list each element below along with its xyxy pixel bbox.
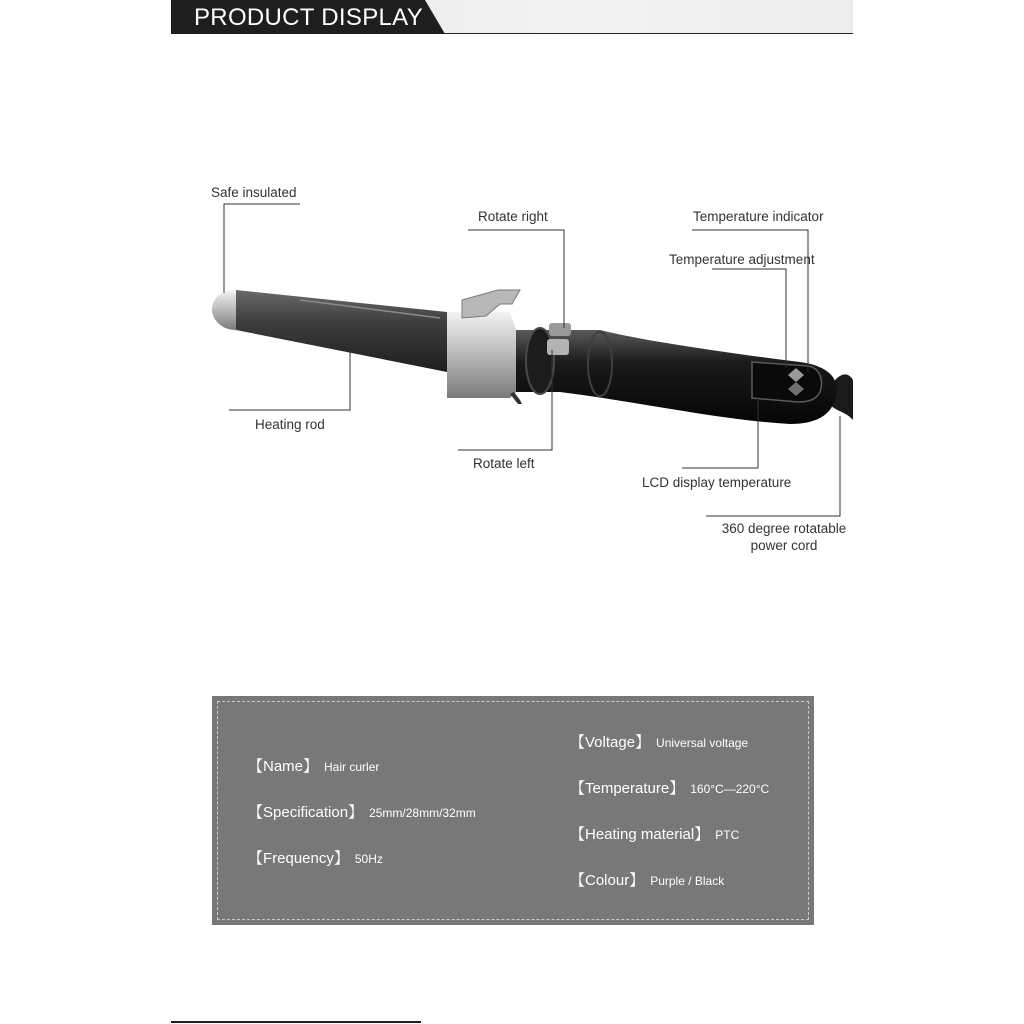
leader-power-cord <box>706 416 840 516</box>
metal-sleeve <box>447 312 516 398</box>
page-title: PRODUCT DISPLAY <box>194 4 423 31</box>
insulated-tip <box>212 290 236 330</box>
spec-specification <box>248 801 476 822</box>
label-power-cord-line2: power cord <box>750 538 818 553</box>
leader-safe-insulated <box>224 204 300 293</box>
label-rotate-left: Rotate left <box>473 456 535 471</box>
spec-heating-material-key: 【Heating material】 <box>570 826 710 843</box>
clamp-hook <box>510 392 522 404</box>
rotate-left-button <box>547 339 569 355</box>
spec-box <box>212 696 814 925</box>
rotate-right-button <box>549 323 571 336</box>
spec-temperature-value: 160°C—220°C <box>690 782 770 796</box>
handle-ring <box>526 328 554 394</box>
spec-temperature-key: 【Temperature】 <box>570 780 685 797</box>
spec-temperature <box>570 777 769 798</box>
spec-name <box>248 755 379 776</box>
spec-frequency-value: 50Hz <box>354 852 383 866</box>
spec-name-key: 【Name】 <box>248 758 319 775</box>
label-power-cord-line1: 360 degree rotatable <box>721 521 847 536</box>
lcd-panel <box>752 362 822 402</box>
label-rotate-right: Rotate right <box>478 209 548 224</box>
spec-colour-key: 【Colour】 <box>570 872 645 889</box>
label-power-cord <box>712 520 856 554</box>
label-safe-insulated: Safe insulated <box>211 185 297 200</box>
spec-specification-key: 【Specification】 <box>248 804 364 821</box>
label-heating-rod: Heating rod <box>255 417 325 432</box>
spec-voltage-value: Universal voltage <box>656 736 749 750</box>
spec-voltage <box>570 731 748 752</box>
spec-heating-material <box>570 823 739 844</box>
footer-divider <box>171 1021 421 1023</box>
spec-colour <box>570 869 724 890</box>
label-lcd-display: LCD display temperature <box>642 475 792 490</box>
label-temperature-adjustment: Temperature adjustment <box>669 252 815 267</box>
spec-heating-material-value: PTC <box>715 828 740 842</box>
spec-frequency-key: 【Frequency】 <box>248 850 349 867</box>
heating-barrel <box>236 290 447 372</box>
label-temperature-indicator: Temperature indicator <box>693 209 824 224</box>
spec-colour-value: Purple / Black <box>650 874 725 888</box>
spec-name-value: Hair curler <box>324 760 380 774</box>
spec-voltage-key: 【Voltage】 <box>570 734 651 751</box>
spec-specification-value: 25mm/28mm/32mm <box>369 806 476 820</box>
spec-frequency <box>248 847 383 868</box>
leader-heating-rod <box>229 350 350 410</box>
